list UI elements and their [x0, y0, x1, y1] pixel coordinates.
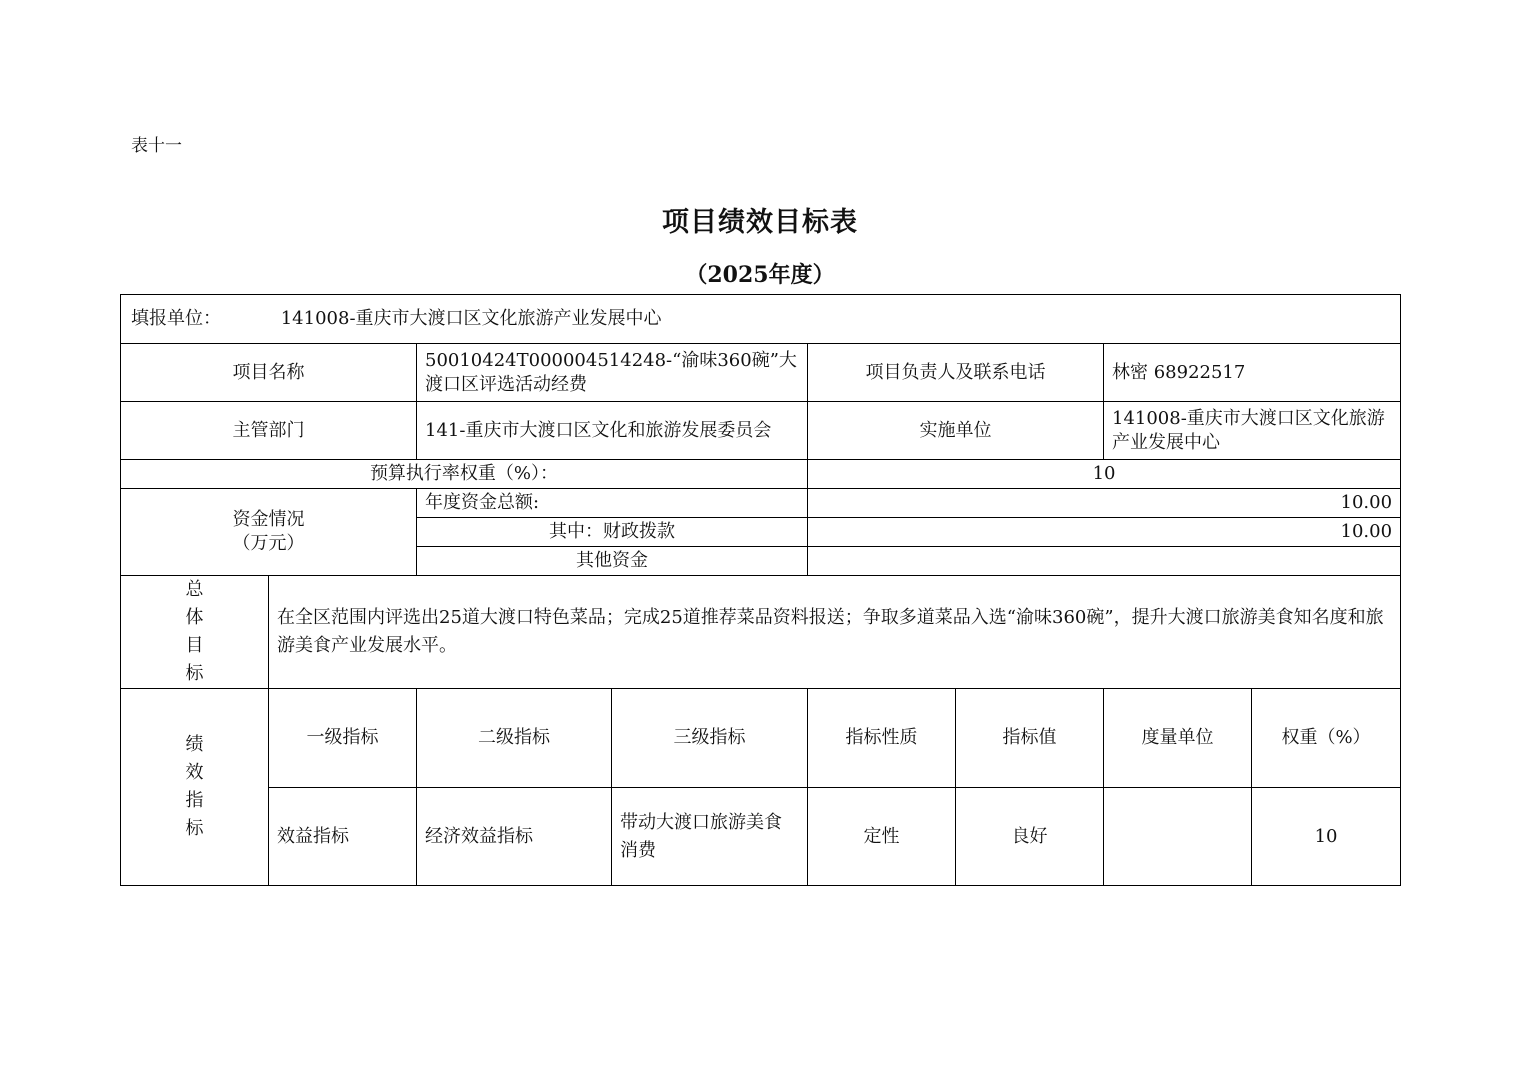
indicator-weight: 10	[1252, 788, 1401, 886]
funds-fiscal-value: 10.00	[808, 518, 1401, 547]
indicator-level2: 经济效益指标	[417, 788, 612, 886]
reporting-unit-label: 填报单位：	[131, 308, 221, 329]
project-name-row	[121, 344, 1401, 402]
indicator-value: 良好	[956, 788, 1104, 886]
document-title: 项目绩效目标表	[662, 207, 858, 238]
header-nature: 指标性质	[808, 689, 956, 788]
performance-goal-table	[120, 294, 1401, 886]
overall-goal-text: 在全区范围内评选出25道大渡口特色菜品；完成25道推荐菜品资料报送；争取多道菜品入选“渝味360碗”，提升大渡口旅游美食知名度和旅游美食产业发展水平。	[269, 576, 1401, 689]
funds-label-line2: （万元）	[232, 533, 305, 554]
funds-label-line1: 资金情况	[232, 509, 305, 530]
department-value: 141-重庆市大渡口区文化和旅游发展委员会	[417, 402, 808, 460]
indicators-label: 绩 效 指 标	[121, 689, 269, 886]
implementing-unit-value: 141008-重庆市大渡口区文化旅游产业发展中心	[1104, 402, 1401, 460]
funds-other-label: 其他资金	[417, 547, 808, 576]
header-value: 指标值	[956, 689, 1104, 788]
project-name-value: 50010424T000004514248-“渝味360碗”大渡口区评选活动经费	[417, 344, 808, 402]
overall-goal-label: 总 体 目 标	[121, 576, 269, 689]
header-weight: 权重（%）	[1252, 689, 1401, 788]
table-number: 表十一	[131, 136, 182, 156]
budget-weight-row	[121, 460, 1401, 489]
funds-other-value	[808, 547, 1401, 576]
project-leader-value: 林密 68922517	[1104, 344, 1401, 402]
document-year: （2025年度）	[685, 262, 835, 288]
project-leader-label: 项目负责人及联系电话	[808, 344, 1104, 402]
header-level1: 一级指标	[269, 689, 417, 788]
budget-weight-value: 10	[808, 460, 1401, 489]
indicator-level3: 带动大渡口旅游美食消费	[612, 788, 808, 886]
funds-label	[121, 489, 417, 576]
indicator-level1: 效益指标	[269, 788, 417, 886]
funds-total-row	[121, 489, 1401, 518]
header-level2: 二级指标	[417, 689, 612, 788]
project-name-label: 项目名称	[121, 344, 417, 402]
table-row	[121, 788, 1401, 886]
department-row	[121, 402, 1401, 460]
budget-weight-label: 预算执行率权重（%）：	[121, 460, 808, 489]
reporting-unit-value: 141008-重庆市大渡口区文化旅游产业发展中心	[280, 308, 662, 329]
funds-fiscal-label: 其中：财政拨款	[417, 518, 808, 547]
funds-total-value: 10.00	[808, 489, 1401, 518]
department-label: 主管部门	[121, 402, 417, 460]
implementing-unit-label: 实施单位	[808, 402, 1104, 460]
reporting-unit-row	[121, 295, 1401, 344]
header-level3: 三级指标	[612, 689, 808, 788]
indicator-unit	[1104, 788, 1252, 886]
funds-total-label: 年度资金总额:	[417, 489, 808, 518]
indicator-nature: 定性	[808, 788, 956, 886]
header-unit: 度量单位	[1104, 689, 1252, 788]
overall-goal-row	[121, 576, 1401, 689]
indicator-header-row	[121, 689, 1401, 788]
